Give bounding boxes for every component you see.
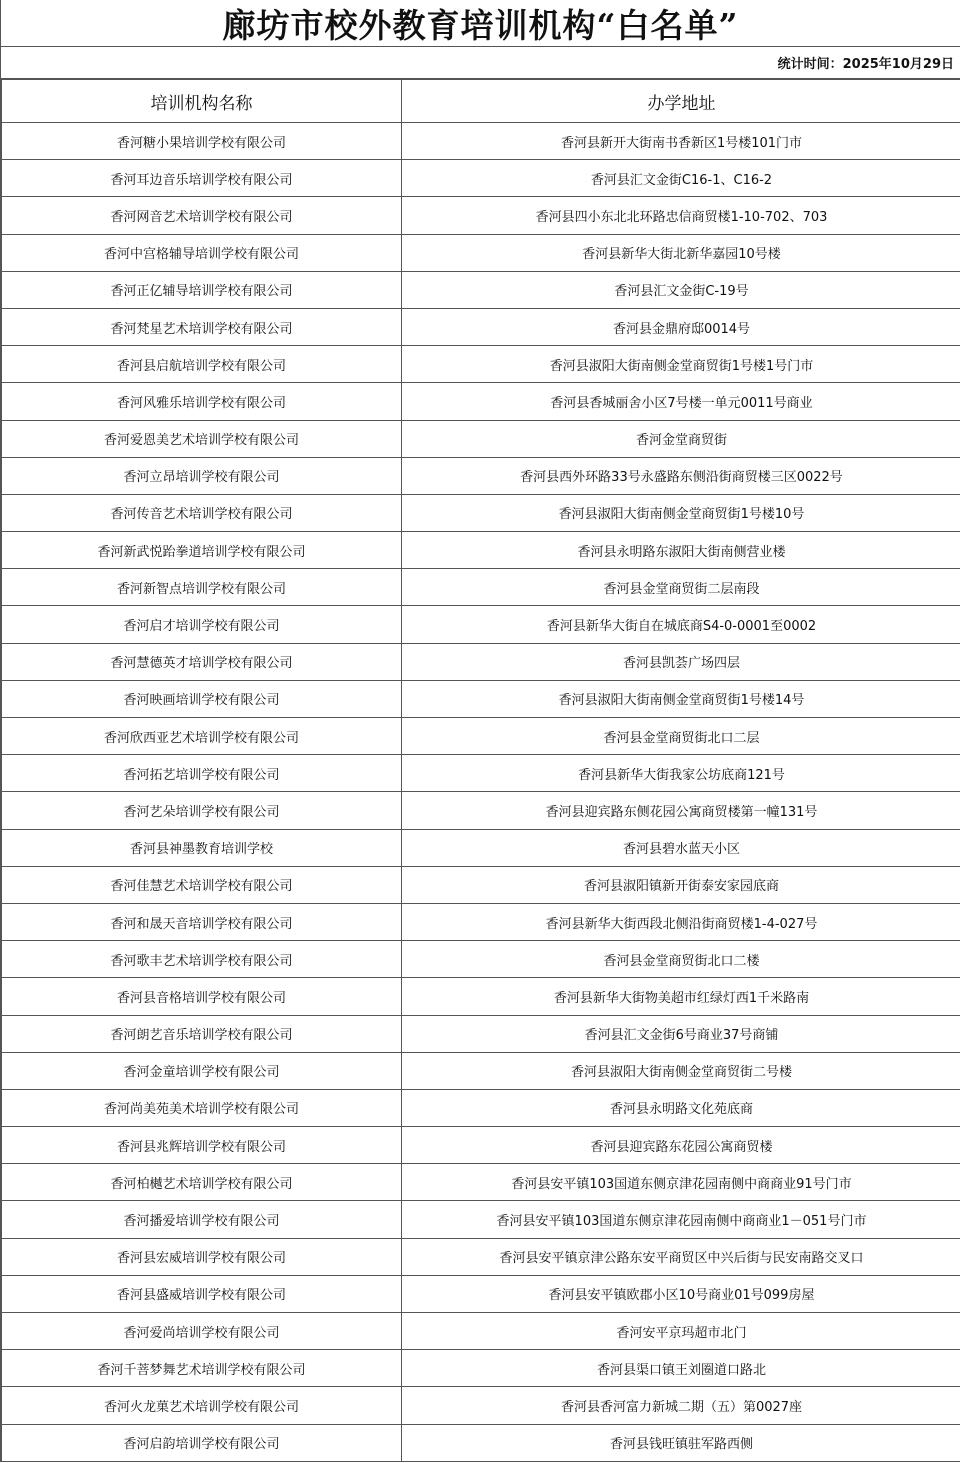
address-cell: 香河县永明路东淑阳大街南侧营业楼	[402, 532, 960, 569]
institution-name-cell: 香河尚美苑美术培训学校有限公司	[2, 1089, 402, 1126]
address-cell: 香河县汇文金街6号商业37号商铺	[402, 1015, 960, 1052]
header-row	[2, 80, 960, 123]
table-row	[2, 308, 960, 345]
institution-name-cell: 香河千菩梦舞艺术培训学校有限公司	[2, 1350, 402, 1387]
institution-name-cell: 香河火龙菓艺术培训学校有限公司	[2, 1387, 402, 1424]
address-cell: 香河县淑阳大街南侧金堂商贸街二号楼	[402, 1052, 960, 1089]
table-row	[2, 532, 960, 569]
table-row	[2, 1201, 960, 1238]
address-cell: 香河县迎宾路东花园公寓商贸楼	[402, 1127, 960, 1164]
institution-table	[1, 79, 960, 1462]
institution-name-cell: 香河县盛威培训学校有限公司	[2, 1275, 402, 1312]
address-cell: 香河县香河富力新城二期（五）第0027座	[402, 1387, 960, 1424]
table-row	[2, 420, 960, 457]
institution-name-cell: 香河正亿辅导培训学校有限公司	[2, 271, 402, 308]
table-row	[2, 383, 960, 420]
table-row	[2, 569, 960, 606]
table-row	[2, 1387, 960, 1424]
institution-name-cell: 香河梵星艺术培训学校有限公司	[2, 308, 402, 345]
address-cell: 香河县新华大街我家公坊底商121号	[402, 755, 960, 792]
address-cell: 香河县钱旺镇驻军路西侧	[402, 1424, 960, 1461]
institution-name-cell: 香河启韵培训学校有限公司	[2, 1424, 402, 1461]
institution-name-cell: 香河慧德英才培训学校有限公司	[2, 643, 402, 680]
table-row	[2, 1313, 960, 1350]
institution-name-cell: 香河中宫格辅导培训学校有限公司	[2, 234, 402, 271]
institution-name-cell: 香河映画培训学校有限公司	[2, 680, 402, 717]
table-row	[2, 1164, 960, 1201]
address-cell: 香河县金堂商贸街北口二楼	[402, 941, 960, 978]
institution-name-cell: 香河朗艺音乐培训学校有限公司	[2, 1015, 402, 1052]
address-cell: 香河县新华大街自在城底商S4-0-0001至0002	[402, 606, 960, 643]
address-cell: 香河县金堂商贸街北口二层	[402, 718, 960, 755]
address-cell: 香河县淑阳镇新开街泰安家园底商	[402, 866, 960, 903]
page-title: 廊坊市校外教育培训机构“白名单”	[1, 0, 960, 47]
address-cell: 香河县香城丽舍小区7号楼一单元0011号商业	[402, 383, 960, 420]
table-row	[2, 755, 960, 792]
institution-name-cell: 香河县宏威培训学校有限公司	[2, 1238, 402, 1275]
institution-name-cell: 香河佳慧艺术培训学校有限公司	[2, 866, 402, 903]
institution-name-cell: 香河艺朵培训学校有限公司	[2, 792, 402, 829]
table-body	[2, 123, 960, 1462]
address-cell: 香河县新开大街南书香新区1号楼101门市	[402, 123, 960, 160]
address-cell: 香河金堂商贸街	[402, 420, 960, 457]
address-cell: 香河县安平镇欧郡小区10号商业01号099房屋	[402, 1275, 960, 1312]
institution-name-cell: 香河播爱培训学校有限公司	[2, 1201, 402, 1238]
institution-name-cell: 香河柏樾艺术培训学校有限公司	[2, 1164, 402, 1201]
address-cell: 香河县安平镇京津公路东安平商贸区中兴后街与民安南路交叉口	[402, 1238, 960, 1275]
address-cell: 香河县汇文金街C16-1、C16-2	[402, 160, 960, 197]
address-cell: 香河县永明路文化苑底商	[402, 1089, 960, 1126]
institution-name-cell: 香河网音艺术培训学校有限公司	[2, 197, 402, 234]
address-cell: 香河县碧水蓝天小区	[402, 829, 960, 866]
address-cell: 香河县新华大街北新华嘉园10号楼	[402, 234, 960, 271]
table-row	[2, 1015, 960, 1052]
institution-name-cell: 香河爱尚培训学校有限公司	[2, 1313, 402, 1350]
table-row	[2, 457, 960, 494]
institution-name-cell: 香河糖小果培训学校有限公司	[2, 123, 402, 160]
address-cell: 香河县淑阳大街南侧金堂商贸街1号楼1号门市	[402, 346, 960, 383]
address-cell: 香河县新华大街物美超市红绿灯西1千米路南	[402, 978, 960, 1015]
table-row	[2, 1424, 960, 1461]
table-row	[2, 1127, 960, 1164]
institution-name-cell: 香河爱恩美艺术培训学校有限公司	[2, 420, 402, 457]
table-row	[2, 718, 960, 755]
institution-name-cell: 香河金童培训学校有限公司	[2, 1052, 402, 1089]
table-row	[2, 494, 960, 531]
institution-name-cell: 香河传音艺术培训学校有限公司	[2, 494, 402, 531]
institution-name-cell: 香河拓艺培训学校有限公司	[2, 755, 402, 792]
address-cell: 香河县新华大街西段北侧沿街商贸楼1-4-027号	[402, 903, 960, 940]
address-cell: 香河县西外环路33号永盛路东侧沿街商贸楼三区0022号	[402, 457, 960, 494]
institution-name-cell: 香河县音格培训学校有限公司	[2, 978, 402, 1015]
table-row	[2, 1275, 960, 1312]
address-cell: 香河县四小东北北环路忠信商贸楼1-10-702、703	[402, 197, 960, 234]
table-row	[2, 234, 960, 271]
table-row	[2, 978, 960, 1015]
institution-name-cell: 香河新武悦跆拳道培训学校有限公司	[2, 532, 402, 569]
address-cell: 香河县渠口镇王刘圈道口路北	[402, 1350, 960, 1387]
institution-name-cell: 香河欣西亚艺术培训学校有限公司	[2, 718, 402, 755]
table-row	[2, 866, 960, 903]
table-row	[2, 903, 960, 940]
address-cell: 香河县凯荟广场四层	[402, 643, 960, 680]
institution-name-cell: 香河和晟天音培训学校有限公司	[2, 903, 402, 940]
institution-name-cell: 香河立昂培训学校有限公司	[2, 457, 402, 494]
institution-name-cell: 香河县启航培训学校有限公司	[2, 346, 402, 383]
table-row	[2, 1350, 960, 1387]
table-row	[2, 643, 960, 680]
institution-name-cell: 香河启才培训学校有限公司	[2, 606, 402, 643]
address-cell: 香河县淑阳大街南侧金堂商贸街1号楼10号	[402, 494, 960, 531]
address-cell: 香河县汇文金街C-19号	[402, 271, 960, 308]
address-cell: 香河安平京玛超市北门	[402, 1313, 960, 1350]
address-cell: 香河县淑阳大街南侧金堂商贸街1号楼14号	[402, 680, 960, 717]
institution-name-cell: 香河县兆辉培训学校有限公司	[2, 1127, 402, 1164]
header-institution-name: 培训机构名称	[2, 80, 402, 123]
table-row	[2, 160, 960, 197]
address-cell: 香河县安平镇103国道东侧京津花园南侧中商商业91号门市	[402, 1164, 960, 1201]
table-row	[2, 606, 960, 643]
table-row	[2, 1052, 960, 1089]
institution-name-cell: 香河歌丰艺术培训学校有限公司	[2, 941, 402, 978]
institution-name-cell: 香河耳边音乐培训学校有限公司	[2, 160, 402, 197]
statistics-time: 统计时间：2025年10月29日	[1, 47, 960, 79]
address-cell: 香河县迎宾路东侧花园公寓商贸楼第一幢131号	[402, 792, 960, 829]
address-cell: 香河县安平镇103国道东侧京津花园南侧中商商业1－051号门市	[402, 1201, 960, 1238]
table-row	[2, 792, 960, 829]
table-row	[2, 1238, 960, 1275]
institution-name-cell: 香河县神墨教育培训学校	[2, 829, 402, 866]
table-row	[2, 123, 960, 160]
institution-name-cell: 香河风雅乐培训学校有限公司	[2, 383, 402, 420]
table-row	[2, 271, 960, 308]
header-address: 办学地址	[402, 80, 960, 123]
table-row	[2, 197, 960, 234]
address-cell: 香河县金堂商贸街二层南段	[402, 569, 960, 606]
institution-name-cell: 香河新智点培训学校有限公司	[2, 569, 402, 606]
table-row	[2, 346, 960, 383]
address-cell: 香河县金鼎府邸0014号	[402, 308, 960, 345]
table-row	[2, 680, 960, 717]
table-row	[2, 829, 960, 866]
table-row	[2, 941, 960, 978]
table-row	[2, 1089, 960, 1126]
